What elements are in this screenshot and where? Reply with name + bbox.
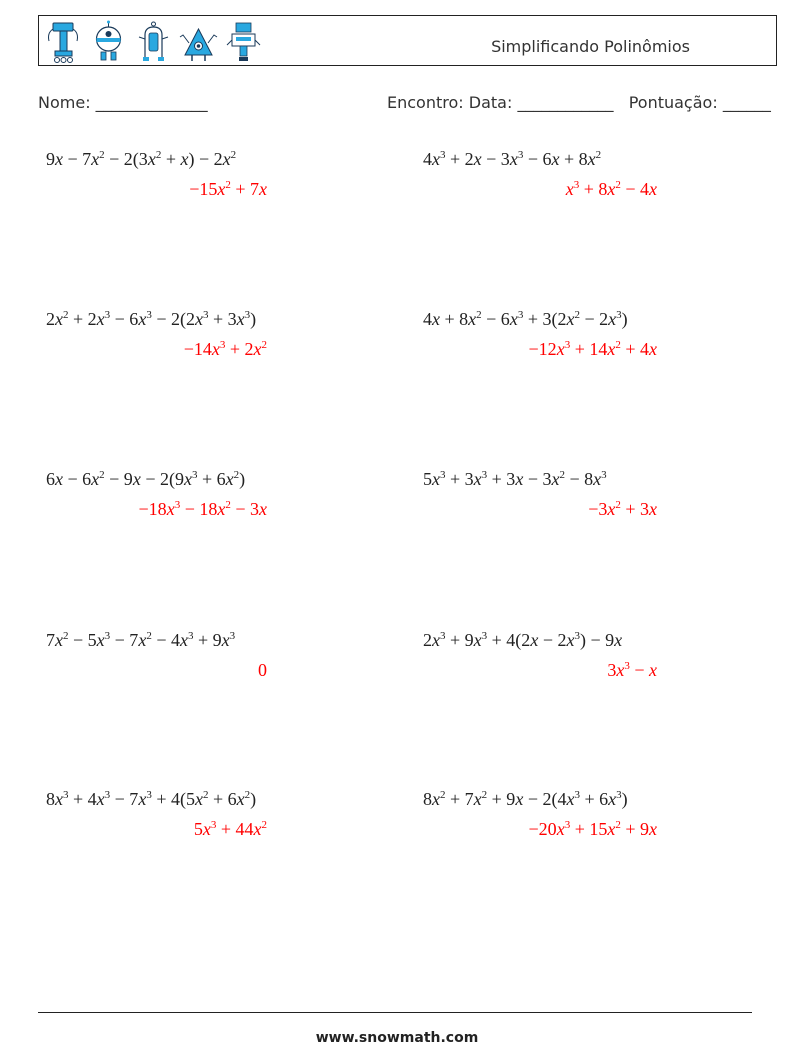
robot-2-icon	[89, 19, 128, 65]
robot-1-icon	[44, 19, 83, 65]
footer-divider	[38, 1012, 752, 1013]
problem-answer: $3x^3 - x$	[607, 660, 657, 680]
problem-answer: $-15x^2 + 7x$	[189, 179, 267, 199]
robot-5-icon	[224, 19, 263, 65]
problem-expression: $7x^2 - 5x^3 - 7x^2 - 4x^3 + 9x^3$	[46, 630, 236, 650]
problem-expression: $4x^3 + 2x - 3x^3 - 6x + 8x^2$	[423, 149, 602, 169]
robot-3-icon	[134, 19, 173, 65]
score-blank: ______	[722, 93, 771, 112]
meeting-date-label: Encontro: Data:	[387, 93, 513, 112]
date-blank: ____________	[517, 93, 614, 112]
name-field	[38, 93, 208, 112]
robot-icons-row	[44, 19, 263, 65]
problem-expression: $8x^2 + 7x^2 + 9x - 2(4x^3 + 6x^3)$	[423, 789, 628, 809]
score-label: Pontuação:	[628, 93, 718, 112]
problem-answer: $-12x^3 + 14x^2 + 4x$	[528, 339, 657, 359]
problem-expression: $6x - 6x^2 - 9x - 2(9x^3 + 6x^2)$	[46, 469, 246, 489]
problem-expression: $8x^3 + 4x^3 - 7x^3 + 4(5x^2 + 6x^2)$	[46, 789, 257, 809]
problem-answer: $-20x^3 + 15x^2 + 9x$	[528, 819, 657, 839]
worksheet-title: Simplificando Polinômios	[491, 37, 690, 56]
name-label: Nome:	[38, 93, 91, 112]
problem-answer: $x^3 + 8x^2 - 4x$	[565, 179, 657, 199]
problem-answer: $-14x^3 + 2x^2$	[183, 339, 267, 359]
worksheet-header	[38, 15, 777, 66]
problem-expression: $5x^3 + 3x^3 + 3x - 3x^2 - 8x^3$	[423, 469, 607, 489]
problem-answer: $-3x^2 + 3x$	[588, 499, 657, 519]
problem-answer: $5x^3 + 44x^2$	[193, 819, 267, 839]
footer-url: www.snowmath.com	[315, 1030, 479, 1046]
problem-expression: $9x - 7x^2 - 2(3x^2 + x) - 2x^2$	[46, 149, 237, 169]
name-blank: ______________	[95, 93, 208, 112]
problem-expression: $2x^3 + 9x^3 + 4(2x - 2x^3) - 9x$	[423, 630, 623, 650]
problem-answer: $-18x^3 - 18x^2 - 3x$	[138, 499, 267, 519]
problem-answer: 0	[258, 660, 267, 680]
problem-expression: $2x^2 + 2x^3 - 6x^3 - 2(2x^3 + 3x^3)$	[46, 309, 257, 329]
robot-4-icon	[179, 19, 218, 65]
problem-expression: $4x + 8x^2 - 6x^3 + 3(2x^2 - 2x^3)$	[423, 309, 628, 329]
date-score-fields	[387, 93, 771, 112]
